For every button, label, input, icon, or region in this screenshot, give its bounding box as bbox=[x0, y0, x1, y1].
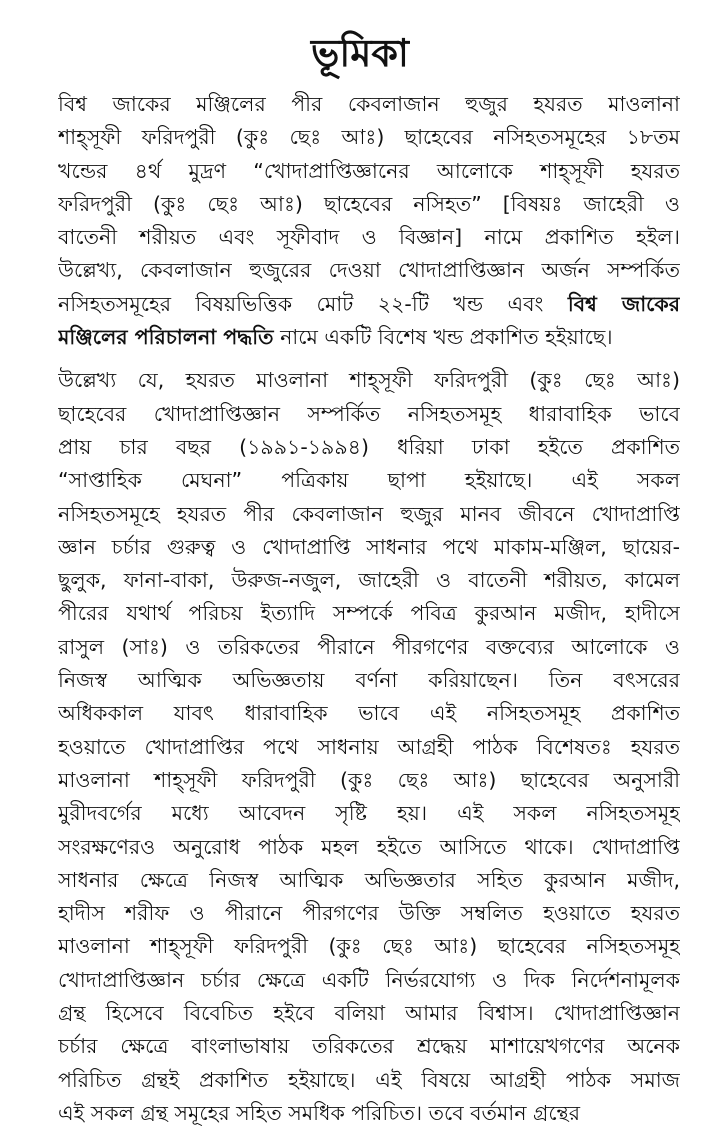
text-line: প্রায় চার বছর (১৯৯১-১৯৯৪) ধরিয়া ঢাকা হইতে প্রকাশিত bbox=[58, 434, 680, 459]
text-segment: নামে একটি বিশেষ খন্ড প্রকাশিত হইয়াছে। bbox=[273, 325, 613, 350]
text-line: ছাহেবের খোদাপ্রাপ্তিজ্ঞান সম্পর্কিত নসিহতসমূহ ধারাবাহিক ভাবে bbox=[58, 401, 680, 426]
text-line: নসিহতসমূহে হযরত পীর কেবলাজান হুজুর মানব জীবনে খোদাপ্রাপ্তি bbox=[58, 501, 680, 526]
text-line: পরিচিত গ্রন্থই প্রকাশিত হইয়াছে। এই বিষয়ে আগ্রহী পাঠক সমাজ bbox=[58, 1067, 680, 1092]
document-body bbox=[58, 88, 680, 1140]
text-line: ছুলুক, ফানা-বাকা, উরুজ-নজুল, জাহেরী ও বাতেনী শরীয়ত, কামেল bbox=[58, 568, 680, 593]
text-line: জ্ঞান চর্চার গুরুত্ব ও খোদাপ্রাপ্তি সাধনার পথে মাকাম-মঞ্জিল, ছায়ের- bbox=[58, 534, 680, 559]
text-line: খোদাপ্রাপ্তিজ্ঞান চর্চার ক্ষেত্রে একটি নির্ভরযোগ্য ও দিক নির্দেশনামূলক bbox=[58, 967, 680, 992]
text-line: মুরীদবর্গের মধ্যে আবেদন সৃষ্টি হয়। এই সকল নসিহতসমূহ bbox=[58, 801, 680, 826]
text-line: সাধনার ক্ষেত্রে নিজস্ব আত্মিক অভিজ্ঞতার সহিত কুরআন মজীদ, bbox=[58, 867, 680, 892]
text-line: হাদীস শরীফ ও পীরানে পীরগণের উক্তি সম্বলিত হওয়াতে হযরত bbox=[58, 901, 680, 926]
text-line bbox=[58, 288, 680, 321]
paragraph-1 bbox=[58, 88, 680, 354]
text-line: “সাপ্তাহিক মেঘনা” পত্রিকায় ছাপা হইয়াছে। এই সকল bbox=[58, 468, 680, 493]
text-line: বাতেনী শরীয়ত এবং সূফীবাদ ও বিজ্ঞান] নামে প্রকাশিত হইল। bbox=[58, 225, 680, 250]
bold-text: বিশ্ব জাকের bbox=[567, 291, 680, 316]
text-line: এই সকল গ্রন্থ সমূহের সহিত সমধিক পরিচিত। তবে বর্তমান গ্রন্থের bbox=[58, 1100, 580, 1125]
text-line: সংরক্ষণেরও অনুরোধ পাঠক মহল হইতে আসিতে থাকে। খোদাপ্রাপ্তি bbox=[58, 834, 680, 859]
page-title: ভূমিকা bbox=[311, 31, 409, 75]
text-line: ফরিদপুরী (কুঃ ছেঃ আঃ) ছাহেবের নসিহত” [বিষয়ঃ জাহেরী ও bbox=[58, 191, 680, 216]
text-line: রাসুল (সাঃ) ও তরিকতের পীরানে পীরগণের বক্তব্যের আলোকে ও bbox=[58, 634, 680, 659]
text-line: খন্ডের ৪র্থ মুদ্রণ “খোদাপ্রাপ্তিজ্ঞানের আলোকে শাহ্‌সূফী হযরত bbox=[58, 158, 680, 183]
text-line: বিশ্ব জাকের মঞ্জিলের পীর কেবলাজান হুজুর হযরত মাওলানা bbox=[58, 92, 680, 116]
text-line bbox=[58, 321, 680, 354]
text-line: উল্লেখ্য যে, হযরত মাওলানা শাহ্‌সূফী ফরিদপুরী (কুঃ ছেঃ আঃ) bbox=[58, 368, 680, 393]
paragraph-2 bbox=[58, 364, 680, 1130]
text-line: গ্রন্থ হিসেবে বিবেচিত হইবে বলিয়া আমার বিশ্বাস। খোদাপ্রাপ্তিজ্ঞান bbox=[58, 1001, 680, 1026]
text-line: মাওলানা শাহ্‌সূফী ফরিদপুরী (কুঃ ছেঃ আঃ) ছাহেবের অনুসারী bbox=[58, 767, 680, 792]
text-line: হওয়াতে খোদাপ্রাপ্তির পথে সাধনায় আগ্রহী পাঠক বিশেষতঃ হযরত bbox=[58, 734, 680, 759]
bold-text: মঞ্জিলের পরিচালনা পদ্ধতি bbox=[58, 325, 274, 350]
text-line: অধিককাল যাবৎ ধারাবাহিক ভাবে এই নসিহতসমূহ প্রকাশিত bbox=[58, 701, 680, 726]
text-line: নিজস্ব আত্মিক অভিজ্ঞতায় বর্ণনা করিয়াছেন। তিন বৎসরের bbox=[58, 668, 680, 693]
text-line: উল্লেখ্য, কেবলাজান হুজুরের দেওয়া খোদাপ্রাপ্তিজ্ঞান অর্জন সম্পর্কিত bbox=[58, 258, 680, 283]
text-segment: নসিহতসমূহের বিষয়ভিত্তিক মোট ২২-টি খন্ড এবং bbox=[58, 291, 544, 316]
text-line: পীরের যথার্থ পরিচয় ইত্যাদি সম্পর্কে পবিত্র কুরআন মজীদ, হাদীসে bbox=[58, 601, 680, 626]
text-line: চর্চার ক্ষেত্রে বাংলাভাষায় তরিকতের শ্রদ্ধেয় মাশায়েখগণের অনেক bbox=[58, 1034, 680, 1059]
text-line: শাহ্‌সূফী ফরিদপুরী (কুঃ ছেঃ আঃ) ছাহেবের নসিহতসমূহের ১৮তম bbox=[58, 125, 680, 150]
text-line: মাওলানা শাহ্‌সূফী ফরিদপুরী (কুঃ ছেঃ আঃ) ছাহেবের নসিহতসমূহ bbox=[58, 934, 680, 959]
